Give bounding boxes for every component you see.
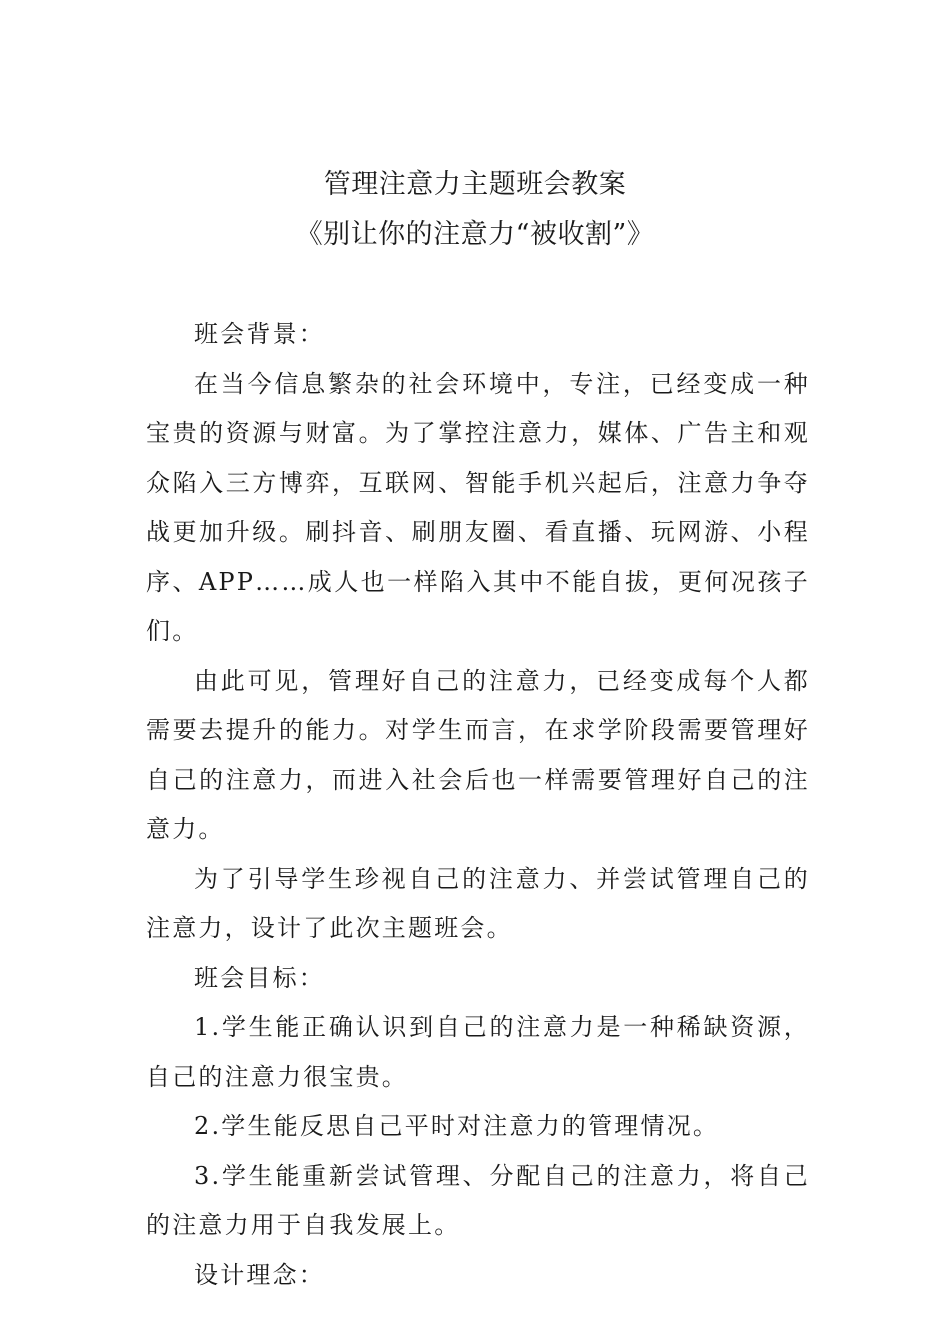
- goal-item-3: 3.学生能重新尝试管理、分配自己的注意力，将自己的注意力用于自我发展上。: [146, 1161, 810, 1239]
- section-heading-goals: 班会目标：: [194, 963, 325, 992]
- document-subtitle: 《别让你的注意力“被收割”》: [295, 219, 655, 250]
- paragraph-purpose: 为了引导学生珍视自己的注意力、并尝试管理自己的注意力，设计了此次主题班会。: [146, 864, 810, 942]
- paragraph-background: 在当今信息繁杂的社会环境中，专注，已经变成一种宝贵的资源与财富。为了掌控注意力，媒体、广告主和观众陷入三方博弈，互联网、智能手机兴起后，注意力争夺战更加升级。刷抖音、刷朋友圈、看直播、玩网游、小程序、APP……成人也一样陷入其中不能自拔，更何况孩子们。: [146, 369, 810, 645]
- section-heading-background: 班会背景：: [194, 320, 325, 348]
- section-heading-design: 设计理念：: [194, 1260, 325, 1289]
- goal-item-1: 1.学生能正确认识到自己的注意力是一种稀缺资源，自己的注意力很宝贵。: [146, 1013, 810, 1091]
- paragraph-conclusion: 由此可见，管理好自己的注意力，已经变成每个人都需要去提升的能力。对学生而言，在求学阶段需要管理好自己的注意力，而进入社会后也一样需要管理好自己的注意力。: [146, 666, 810, 843]
- document-body: [146, 310, 810, 1300]
- goal-item-2: 2.学生能反思自己平时对注意力的管理情况。: [194, 1112, 720, 1140]
- document-title: 管理注意力主题班会教案: [323, 169, 627, 200]
